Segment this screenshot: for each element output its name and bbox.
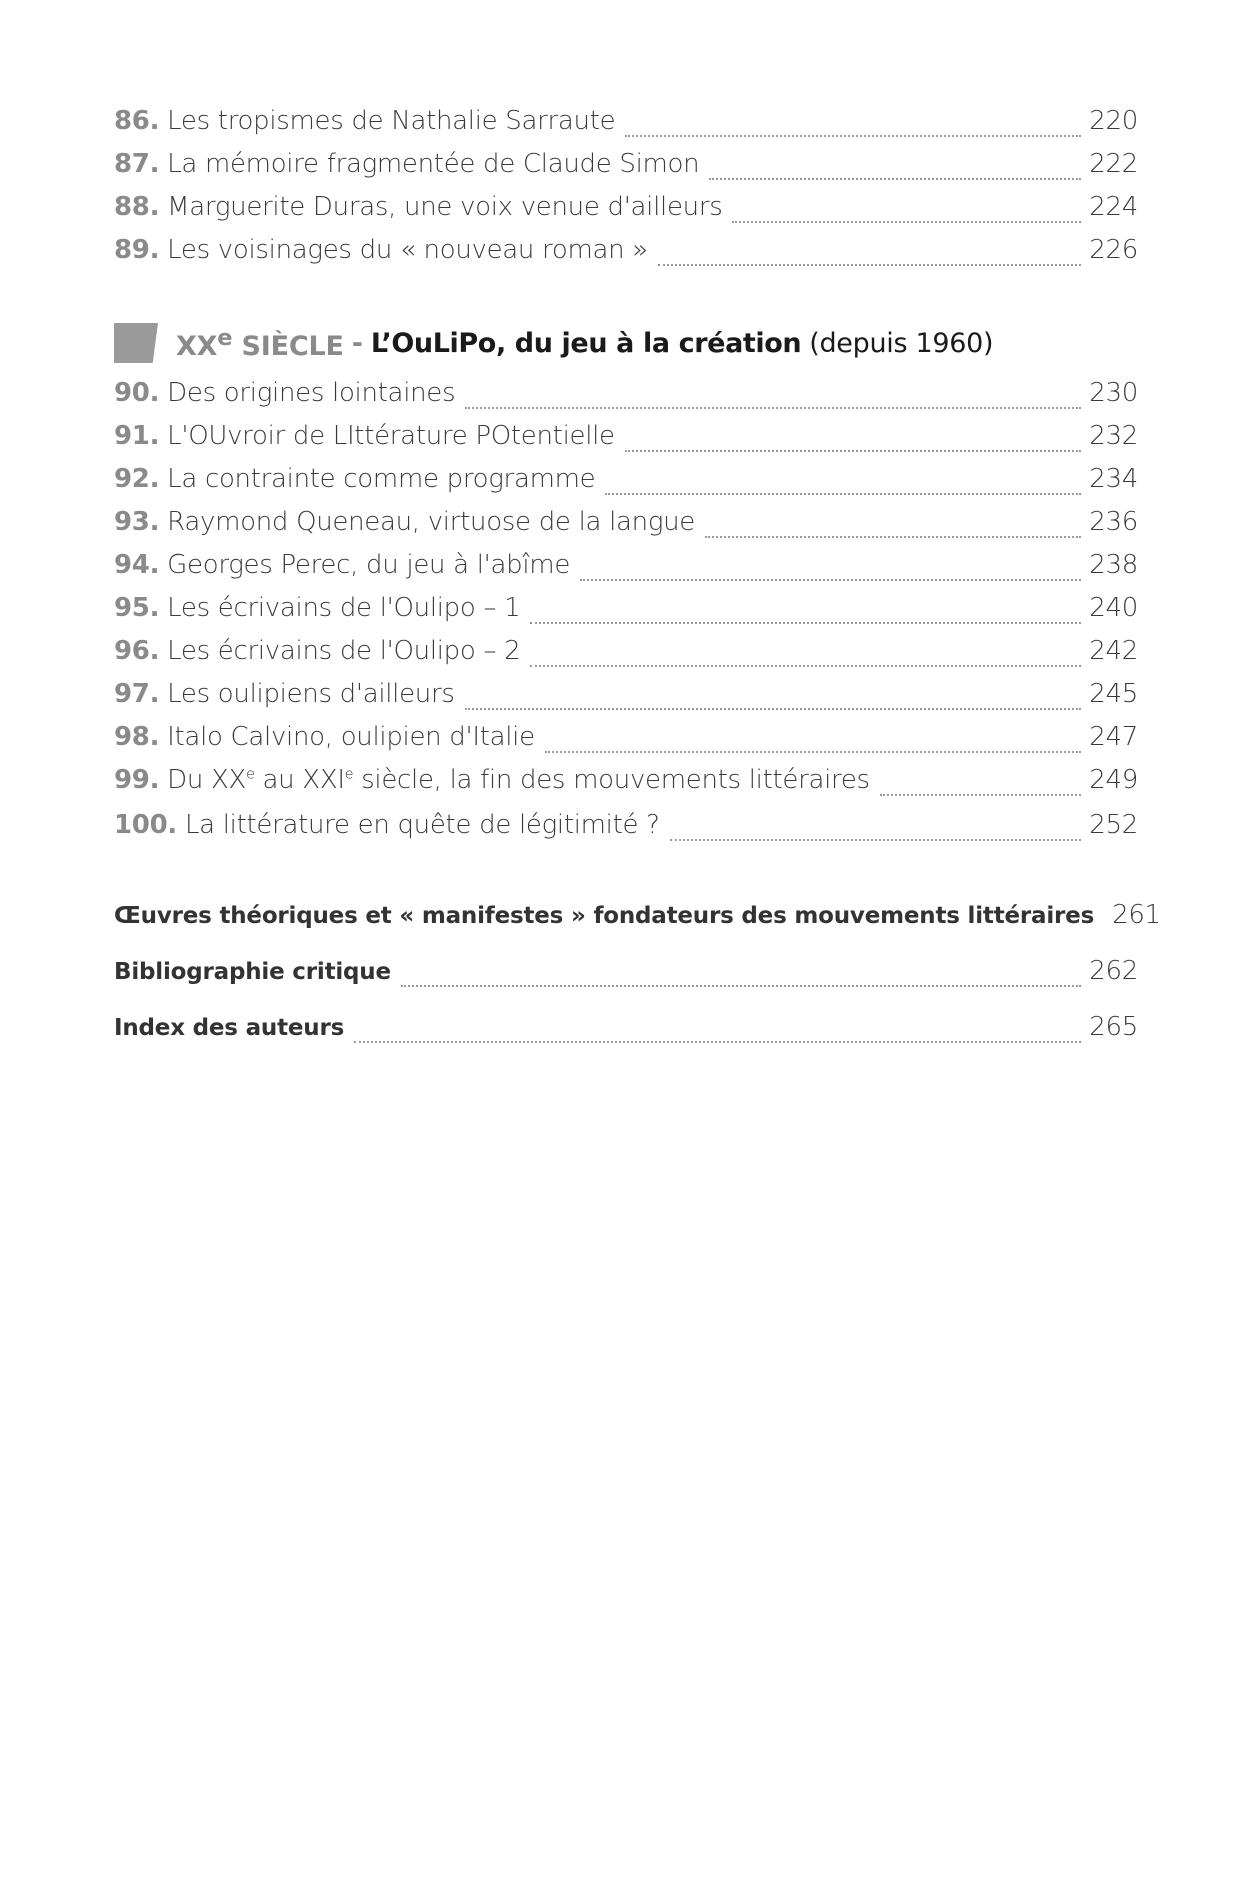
toc-entry xyxy=(114,421,1138,461)
back-matter-entry xyxy=(114,956,1138,996)
entry-title: Marguerite Duras, une voix venue d'ailleurs xyxy=(167,192,723,222)
entry-title: Des origines lointaines xyxy=(167,378,456,408)
entry-number: 94. xyxy=(114,550,160,580)
dot-leader xyxy=(670,838,1082,841)
entry-page: 222 xyxy=(1089,149,1138,179)
dot-leader xyxy=(401,984,1081,987)
toc-entry xyxy=(114,235,1138,275)
dot-leader xyxy=(709,177,1081,180)
back-matter-page: 265 xyxy=(1089,1012,1138,1042)
section-heading xyxy=(114,322,1138,364)
back-matter-title: Index des auteurs xyxy=(114,1015,345,1041)
toc-entry xyxy=(114,593,1138,633)
entry-title: Les voisinages du « nouveau roman » xyxy=(167,235,648,265)
toc-entry xyxy=(114,192,1138,232)
entry-title: Du XXe au XXIe siècle, la fin des mouvements littéraires xyxy=(167,765,870,795)
toc-entry xyxy=(114,106,1138,146)
entry-page: 232 xyxy=(1089,421,1138,451)
entry-number: 91. xyxy=(114,421,160,451)
entry-title: Georges Perec, du jeu à l'abîme xyxy=(167,550,571,580)
toc-entry xyxy=(114,765,1138,805)
entry-number: 90. xyxy=(114,378,160,408)
entry-title: La littérature en quête de légitimité ? xyxy=(184,810,660,840)
entry-page: 220 xyxy=(1089,106,1138,136)
toc-entry xyxy=(114,636,1138,676)
toc-entry xyxy=(114,722,1138,762)
entry-page: 224 xyxy=(1089,192,1138,222)
entry-number: 98. xyxy=(114,722,160,752)
entry-number: 89. xyxy=(114,235,160,265)
entry-title: Les écrivains de l'Oulipo – 2 xyxy=(167,636,521,666)
back-matter-entry xyxy=(114,900,1161,940)
entry-page: 226 xyxy=(1089,235,1138,265)
back-matter-title: Bibliographie critique xyxy=(114,959,391,985)
dot-leader xyxy=(465,406,1081,409)
entry-title: Les tropismes de Nathalie Sarraute xyxy=(167,106,616,136)
dot-leader xyxy=(545,750,1081,753)
entry-page: 247 xyxy=(1089,722,1138,752)
entry-number: 92. xyxy=(114,464,160,494)
dot-leader xyxy=(625,134,1081,137)
entry-page: 238 xyxy=(1089,550,1138,580)
dot-leader xyxy=(658,263,1081,266)
entry-number: 100. xyxy=(114,810,177,840)
dot-leader xyxy=(465,707,1082,710)
toc-entry xyxy=(114,149,1138,189)
dot-leader xyxy=(354,1040,1081,1043)
entry-number: 96. xyxy=(114,636,160,666)
entry-number: 86. xyxy=(114,106,160,136)
entry-page: 230 xyxy=(1089,378,1138,408)
dot-leader xyxy=(605,492,1081,495)
entry-number: 93. xyxy=(114,507,160,537)
entry-title: Italo Calvino, oulipien d'Italie xyxy=(167,722,535,752)
section-marker xyxy=(114,323,158,363)
entry-title: La contrainte comme programme xyxy=(167,464,596,494)
entry-number: 97. xyxy=(114,679,160,709)
toc-entry xyxy=(114,378,1138,418)
toc-entry xyxy=(114,464,1138,504)
back-matter-entry xyxy=(114,1012,1138,1052)
section-dash: - xyxy=(351,327,363,359)
section-dates: (depuis 1960) xyxy=(809,327,994,359)
entry-page: 249 xyxy=(1089,765,1138,795)
entry-page: 252 xyxy=(1089,810,1138,840)
entry-title: Les écrivains de l'Oulipo – 1 xyxy=(167,593,521,623)
back-matter-title: Œuvres théoriques et « manifestes » fondateurs des mouvements littéraires xyxy=(114,903,1095,929)
dot-leader xyxy=(530,664,1081,667)
dot-leader xyxy=(580,578,1081,581)
entry-page: 234 xyxy=(1089,464,1138,494)
toc-entry xyxy=(114,679,1138,719)
entry-page: 236 xyxy=(1089,507,1138,537)
entry-title: L'OUvroir de LIttérature POtentielle xyxy=(167,421,615,451)
entry-number: 95. xyxy=(114,593,160,623)
toc-entry xyxy=(114,810,1138,850)
entry-page: 242 xyxy=(1089,636,1138,666)
entry-title: Les oulipiens d'ailleurs xyxy=(167,679,455,709)
dot-leader xyxy=(732,220,1081,223)
entry-page: 240 xyxy=(1089,593,1138,623)
dot-leader xyxy=(530,621,1081,624)
section-century: XXe SIÈCLE xyxy=(176,324,344,362)
entry-page: 245 xyxy=(1089,679,1138,709)
section-title: L’OuLiPo, du jeu à la création xyxy=(370,327,802,359)
entry-number: 88. xyxy=(114,192,160,222)
dot-leader xyxy=(705,535,1081,538)
entry-title: La mémoire fragmentée de Claude Simon xyxy=(167,149,700,179)
back-matter-page: 261 xyxy=(1112,900,1161,930)
entry-number: 99. xyxy=(114,765,160,795)
dot-leader xyxy=(880,793,1081,796)
toc-entry xyxy=(114,550,1138,590)
entry-title: Raymond Queneau, virtuose de la langue xyxy=(167,507,696,537)
entry-number: 87. xyxy=(114,149,160,179)
toc-entry xyxy=(114,507,1138,547)
dot-leader xyxy=(625,449,1082,452)
back-matter-page: 262 xyxy=(1089,956,1138,986)
